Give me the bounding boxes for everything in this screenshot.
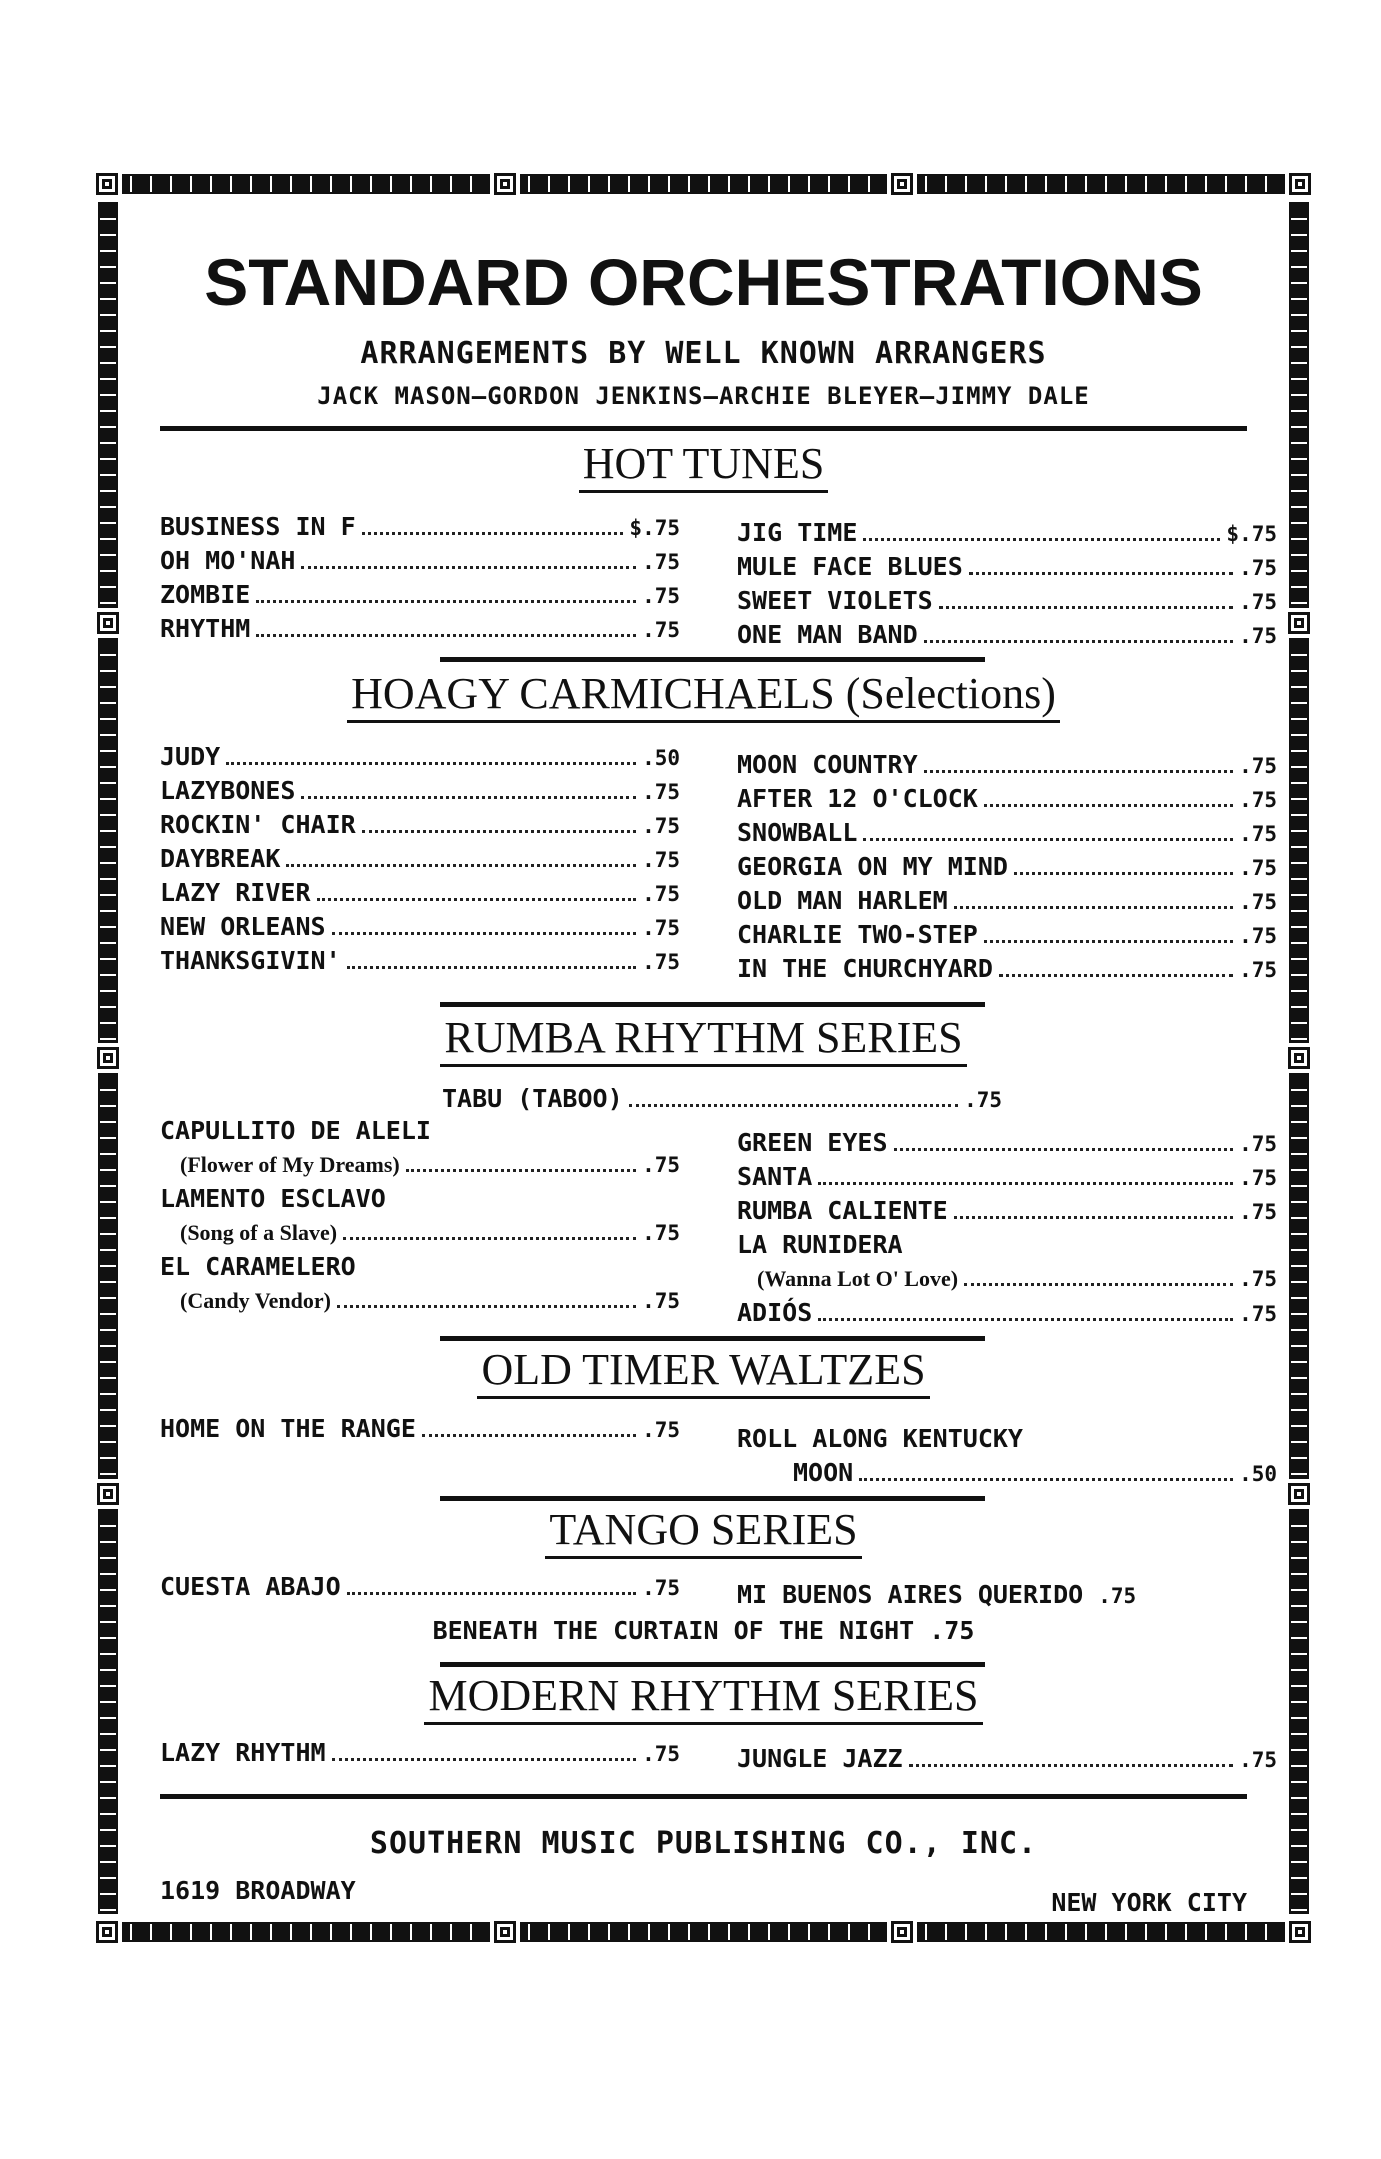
list-item: TABU (TABOO) .75	[442, 1084, 1002, 1113]
hoagy-left	[160, 740, 680, 978]
divider	[440, 1336, 985, 1341]
border-bottom	[96, 1920, 1311, 1944]
tango-right	[737, 1578, 1277, 1612]
list-item: RHYTHM .75	[160, 614, 680, 643]
list-item-centered: BENEATH THE CURTAIN OF THE NIGHT .75	[432, 1616, 975, 1645]
list-item: CAPULLITO DE ALELI	[160, 1116, 431, 1145]
modern-right	[737, 1742, 1277, 1776]
list-item: SWEET VIOLETS .75	[737, 586, 1277, 615]
rumba-left	[160, 1114, 680, 1318]
list-item: MOON COUNTRY .75	[737, 750, 1277, 779]
divider	[440, 657, 985, 662]
hot-tunes-right	[737, 516, 1277, 652]
list-item: HOME ON THE RANGE .75	[160, 1414, 680, 1443]
list-item-sub: (Wanna Lot O' Love) .75	[757, 1266, 1277, 1291]
divider	[440, 1662, 985, 1667]
section-title-rumba: RUMBA RHYTHM SERIES	[160, 1012, 1247, 1064]
tango-left	[160, 1570, 680, 1604]
divider	[440, 1002, 985, 1007]
rumba-tabu	[442, 1082, 1002, 1116]
list-item: OLD MAN HARLEM .75	[737, 886, 1277, 915]
section-title-tango: TANGO SERIES	[160, 1504, 1247, 1556]
list-item-sub: (Song of a Slave) .75	[180, 1220, 680, 1245]
list-item-continued: MOON .50	[793, 1458, 1277, 1487]
list-item: IN THE CHURCHYARD .75	[737, 954, 1277, 983]
list-item: JUNGLE JAZZ .75	[737, 1744, 1277, 1773]
section-title-waltzes: OLD TIMER WALTZES	[160, 1344, 1247, 1396]
list-item: MI BUENOS AIRES QUERIDO .75	[737, 1580, 1137, 1609]
publisher-name: SOUTHERN MUSIC PUBLISHING CO., INC.	[369, 1826, 1038, 1861]
ornamental-border	[96, 172, 1311, 1944]
hot-tunes-left	[160, 510, 680, 646]
list-item: CUESTA ABAJO .75	[160, 1572, 680, 1601]
page-title: STANDARD ORCHESTRATIONS	[204, 245, 1203, 319]
list-item: ZOMBIE .75	[160, 580, 680, 609]
list-item: AFTER 12 O'CLOCK .75	[737, 784, 1277, 813]
list-item-sub: (Flower of My Dreams) .75	[180, 1152, 680, 1177]
subtitle: ARRANGEMENTS BY WELL KNOWN ARRANGERS	[360, 336, 1047, 371]
section-title-hot-tunes: HOT TUNES	[160, 438, 1247, 490]
divider	[160, 1794, 1247, 1799]
rumba-right	[737, 1126, 1277, 1330]
list-item: LAZYBONES .75	[160, 776, 680, 805]
list-item: OH MO'NAH .75	[160, 546, 680, 575]
list-item: GREEN EYES .75	[737, 1128, 1277, 1157]
list-item: BUSINESS IN F $.75	[160, 512, 680, 541]
list-item: JIG TIME $.75	[737, 518, 1277, 547]
border-left	[96, 198, 120, 1918]
hoagy-right	[737, 748, 1277, 986]
list-item: RUMBA CALIENTE .75	[737, 1196, 1277, 1225]
border-top	[96, 172, 1311, 196]
list-item: ADIÓS .75	[737, 1298, 1277, 1327]
list-item: NEW ORLEANS .75	[160, 912, 680, 941]
publisher-address: 1619 BROADWAY	[160, 1876, 356, 1905]
publisher-city: NEW YORK CITY	[1051, 1888, 1247, 1917]
list-item: LAMENTO ESCLAVO	[160, 1184, 386, 1213]
list-item: LA RUNIDERA	[737, 1230, 903, 1259]
list-item: DAYBREAK .75	[160, 844, 680, 873]
section-title-modern: MODERN RHYTHM SERIES	[160, 1670, 1247, 1722]
list-item: SNOWBALL .75	[737, 818, 1277, 847]
section-title-hoagy: HOAGY CARMICHAELS (Selections)	[160, 668, 1247, 720]
catalog-content	[160, 212, 1277, 1917]
list-item: MULE FACE BLUES .75	[737, 552, 1277, 581]
waltzes-left	[160, 1412, 680, 1446]
list-item: CHARLIE TWO-STEP .75	[737, 920, 1277, 949]
waltzes-right	[737, 1422, 1277, 1490]
divider	[160, 426, 1247, 431]
list-item: SANTA .75	[737, 1162, 1277, 1191]
arrangers-line: JACK MASON—GORDON JENKINS—ARCHIE BLEYER—JIMMY DALE	[317, 382, 1090, 410]
border-right	[1287, 198, 1311, 1918]
list-item: ONE MAN BAND .75	[737, 620, 1277, 649]
list-item: JUDY .50	[160, 742, 680, 771]
list-item: ROLL ALONG KENTUCKY	[737, 1424, 1023, 1453]
list-item-sub: (Candy Vendor) .75	[180, 1288, 680, 1313]
list-item: ROCKIN' CHAIR .75	[160, 810, 680, 839]
divider	[440, 1496, 985, 1501]
list-item: GEORGIA ON MY MIND .75	[737, 852, 1277, 881]
list-item: EL CARAMELERO	[160, 1252, 356, 1281]
list-item: LAZY RHYTHM .75	[160, 1738, 680, 1767]
modern-left	[160, 1736, 680, 1770]
list-item: LAZY RIVER .75	[160, 878, 680, 907]
list-item: THANKSGIVIN' .75	[160, 946, 680, 975]
